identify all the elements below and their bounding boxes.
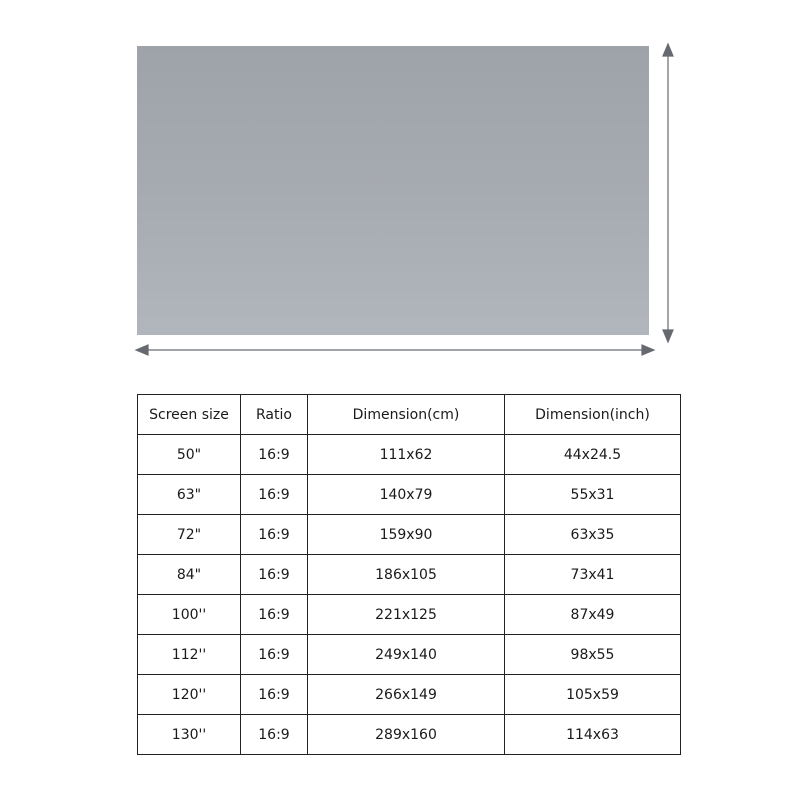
cell-ratio: 16:9 (241, 475, 308, 515)
cell-dimension-cm: 221x125 (308, 595, 505, 635)
table-row (138, 595, 681, 635)
table-header-row (138, 395, 681, 435)
cell-screen-size: 130'' (138, 715, 241, 755)
cell-ratio: 16:9 (241, 435, 308, 475)
cell-ratio: 16:9 (241, 635, 308, 675)
table-row (138, 475, 681, 515)
cell-screen-size: 100'' (138, 595, 241, 635)
cell-screen-size: 63" (138, 475, 241, 515)
cell-ratio: 16:9 (241, 515, 308, 555)
table-row (138, 435, 681, 475)
cell-screen-size: 84" (138, 555, 241, 595)
cell-dimension-inch: 44x24.5 (505, 435, 681, 475)
header-dimension-inch: Dimension(inch) (505, 395, 681, 435)
table-row (138, 515, 681, 555)
cell-ratio: 16:9 (241, 675, 308, 715)
cell-dimension-cm: 289x160 (308, 715, 505, 755)
header-dimension-cm: Dimension(cm) (308, 395, 505, 435)
cell-screen-size: 120'' (138, 675, 241, 715)
header-ratio: Ratio (241, 395, 308, 435)
projector-screen-panel (137, 46, 649, 335)
cell-dimension-inch: 73x41 (505, 555, 681, 595)
cell-dimension-inch: 98x55 (505, 635, 681, 675)
cell-screen-size: 72" (138, 515, 241, 555)
size-spec-table (137, 394, 681, 755)
cell-dimension-cm: 140x79 (308, 475, 505, 515)
table-row (138, 635, 681, 675)
cell-dimension-inch: 55x31 (505, 475, 681, 515)
table-row (138, 715, 681, 755)
cell-dimension-inch: 63x35 (505, 515, 681, 555)
cell-dimension-inch: 87x49 (505, 595, 681, 635)
height-arrow-icon (663, 44, 673, 342)
cell-ratio: 16:9 (241, 555, 308, 595)
cell-ratio: 16:9 (241, 595, 308, 635)
cell-ratio: 16:9 (241, 715, 308, 755)
header-screen-size: Screen size (138, 395, 241, 435)
cell-dimension-inch: 105x59 (505, 675, 681, 715)
cell-dimension-cm: 111x62 (308, 435, 505, 475)
table-row (138, 675, 681, 715)
cell-dimension-cm: 249x140 (308, 635, 505, 675)
cell-dimension-cm: 186x105 (308, 555, 505, 595)
cell-dimension-cm: 159x90 (308, 515, 505, 555)
cell-screen-size: 50" (138, 435, 241, 475)
cell-dimension-inch: 114x63 (505, 715, 681, 755)
cell-dimension-cm: 266x149 (308, 675, 505, 715)
table-row (138, 555, 681, 595)
cell-screen-size: 112'' (138, 635, 241, 675)
width-arrow-icon (136, 345, 654, 355)
